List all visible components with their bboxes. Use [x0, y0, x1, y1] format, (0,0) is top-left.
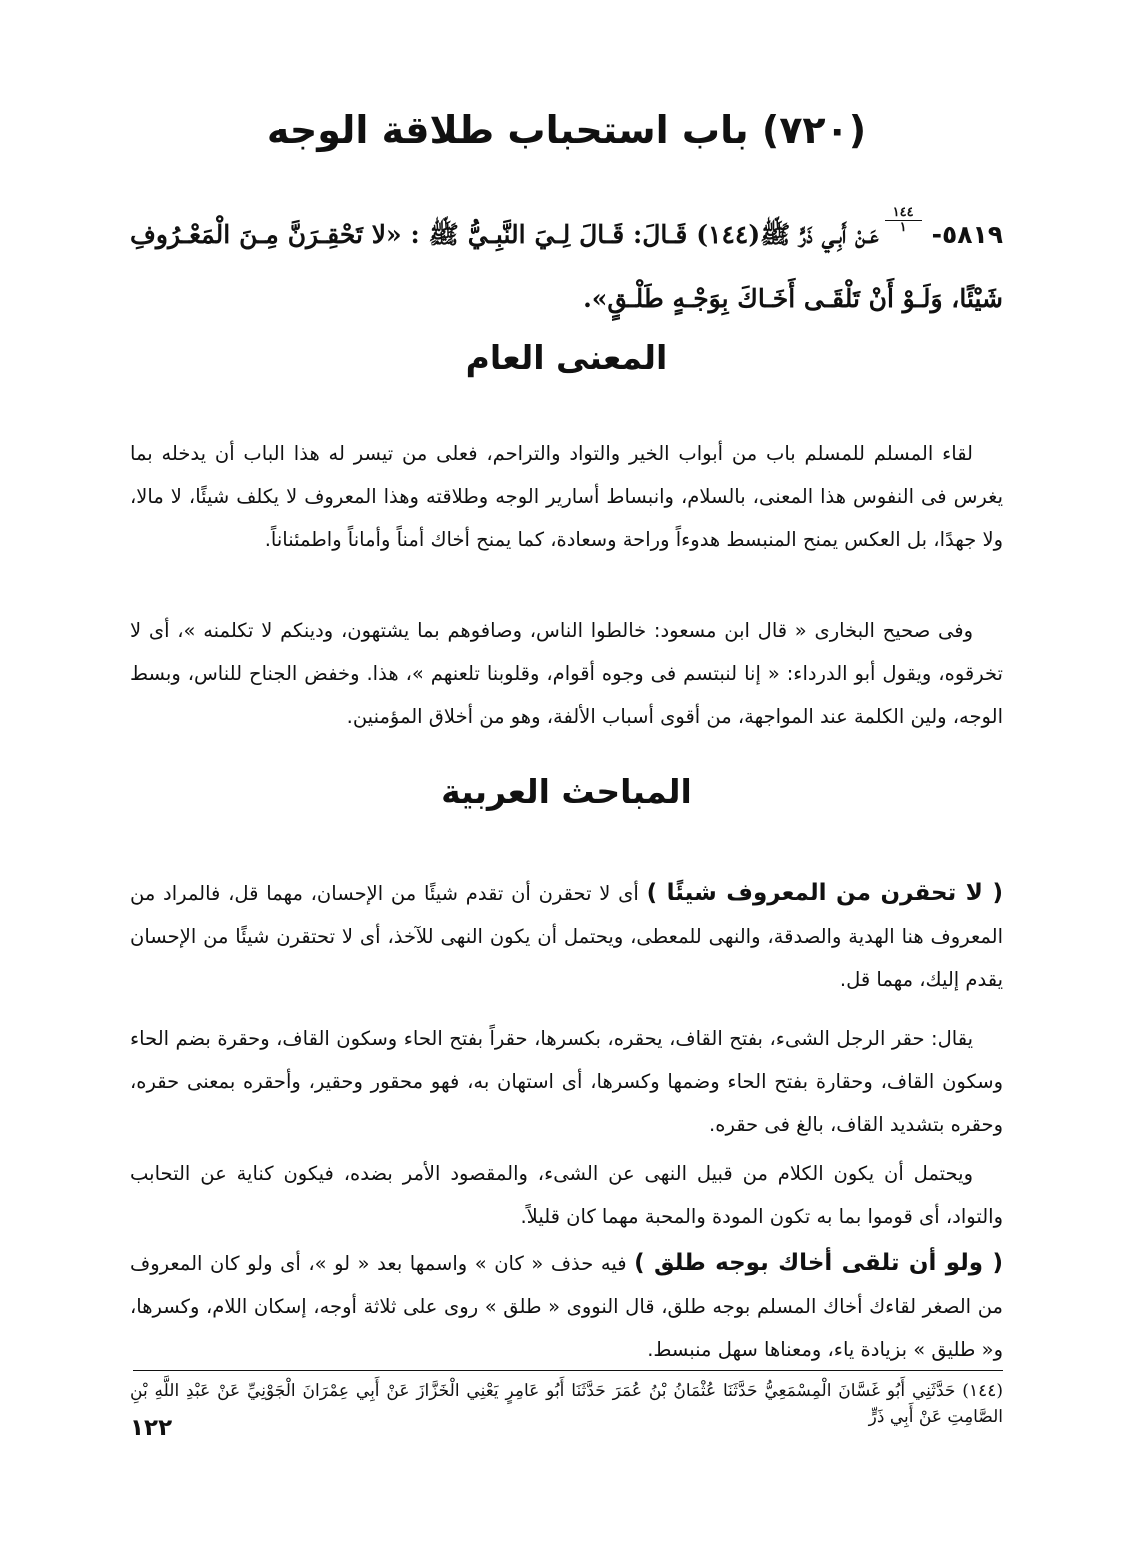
- section-heading-arabic-topics: المباحث العربية: [441, 772, 692, 811]
- page-number: ١٢٢: [130, 1415, 173, 1441]
- footnote-divider: [133, 1370, 1003, 1371]
- paragraph-4: يقال: حقر الرجل الشىء، بفتح القاف، يحقره، بكسرها، حقراً بفتح الحاء وسكون القاف، وحقرة بضم الحاء وسكون القاف، وحقارة بفتح الحاء وضمها وكسرها، أى استهان به، فهو محقور وحقير، وأحقره بمعنى حقره، وحقره بتشديد القاف، بالغ فى حقره.: [130, 1026, 1003, 1136]
- chain-ref-top: ١٤٤: [885, 206, 922, 221]
- hadith-block: [130, 203, 1003, 331]
- hadith-text: عَـنْ أَبِـي ذَرٍّ ﷺ(١٤٤) قَـالَ: قَـالَ لِـيَ النَّبِـيُّ ﷺ : «لا تَحْقِـرَنَّ مِـنَ الْمَعْـرُوفِ شَيْئًا، وَلَـوْ أَنْ تَلْقَـى أَخَـاكَ بِوَجْـهٍ طَلْـقٍ».: [130, 220, 1003, 313]
- chain-reference: [885, 206, 922, 235]
- paragraph-3-body: أى لا تحقرن أن تقدم شيئًا من الإحسان، مهما قل، فالمراد من المعروف هنا الهدية والصدقة، والنهى للمعطى، ويحتمل أن يكون النهى للآخذ، أى لا تحتقرن شيئًا من الإحسان يقدم إليك، مهما قل.: [130, 881, 1003, 991]
- chapter-title: (٧٢٠) باب استحباب طلاقة الوجه: [266, 108, 867, 152]
- chain-ref-bottom: ١: [899, 220, 907, 235]
- paragraph-3-lead: ( لا تحقرن من المعروف شيئًا ): [646, 879, 1003, 906]
- hadith-number: ٥٨١٩-: [931, 220, 1003, 249]
- footnote: (١٤٤) حَدَّثَنِي أَبُو غَسَّانَ الْمِسْمَعِيُّ حَدَّثَنَا عُثْمَانُ بْنُ عُمَرَ حَدَّثَنَا أَبُو عَامِرٍ يَعْنِي الْخَزَّازَ عَنْ أَبِي عِمْرَانَ الْجَوْنِيِّ عَنْ عَبْدِ اللَّهِ بْنِ الصَّامِتِ عَنْ أَبِي ذَرٍّ: [130, 1381, 1003, 1427]
- section-heading-general-meaning: المعنى العام: [465, 338, 668, 377]
- paragraph-1: لقاء المسلم للمسلم باب من أبواب الخير والتواد والتراحم، فعلى من تيسر له هذا الباب أن يدخله بما يغرس فى النفوس هذا المعنى، بالسلام، وانبساط أسارير الوجه وطلاقته وهذا المعروف لا يكلف شيئًا، لا مالا، ولا جهدًا، بل العكس يمنح المنبسط هدوءاً وراحة وسعادة، كما يمنح أخاك أمناً وأماناً واطمئناناً.: [130, 441, 1003, 551]
- paragraph-6-body: فيه حذف « كان » واسمها بعد « لو »، أى ولو كان المعروف من الصغر لقاءك أخاك المسلم بوجه طلق، قال النووى « طلق » روى على ثلاثة أوجه، إسكان اللام، وكسرها، و« طليق » بزيادة ياء، ومعناها سهل منبسط.: [130, 1251, 1003, 1361]
- paragraph-6: [130, 1242, 1003, 1371]
- paragraph-6-lead: ( ولو أن تلقى أخاك بوجه طلق ): [634, 1249, 1003, 1276]
- paragraph-5: ويحتمل أن يكون الكلام من قبيل النهى عن الشىء، والمقصود الأمر بضده، فيكون كناية عن التحابب والتواد، أى قوموا بما به تكون المودة والمحبة مهما كان قليلاً.: [130, 1161, 1003, 1228]
- paragraph-3: [130, 872, 1003, 1001]
- paragraph-2: وفى صحيح البخارى « قال ابن مسعود: خالطوا الناس، وصافوهم بما يشتهون، ودينكم لا تكلمنه »، أى لا تخرقوه، ويقول أبو الدرداء: « إنا لنبتسم فى وجوه أقوام، وقلوبنا تلعنهم »، هذا. وخفض الجناح للناس، وبسط الوجه، ولين الكلمة عند المواجهة، من أقوى أسباب الألفة، وهو من أخلاق المؤمنين.: [130, 618, 1003, 728]
